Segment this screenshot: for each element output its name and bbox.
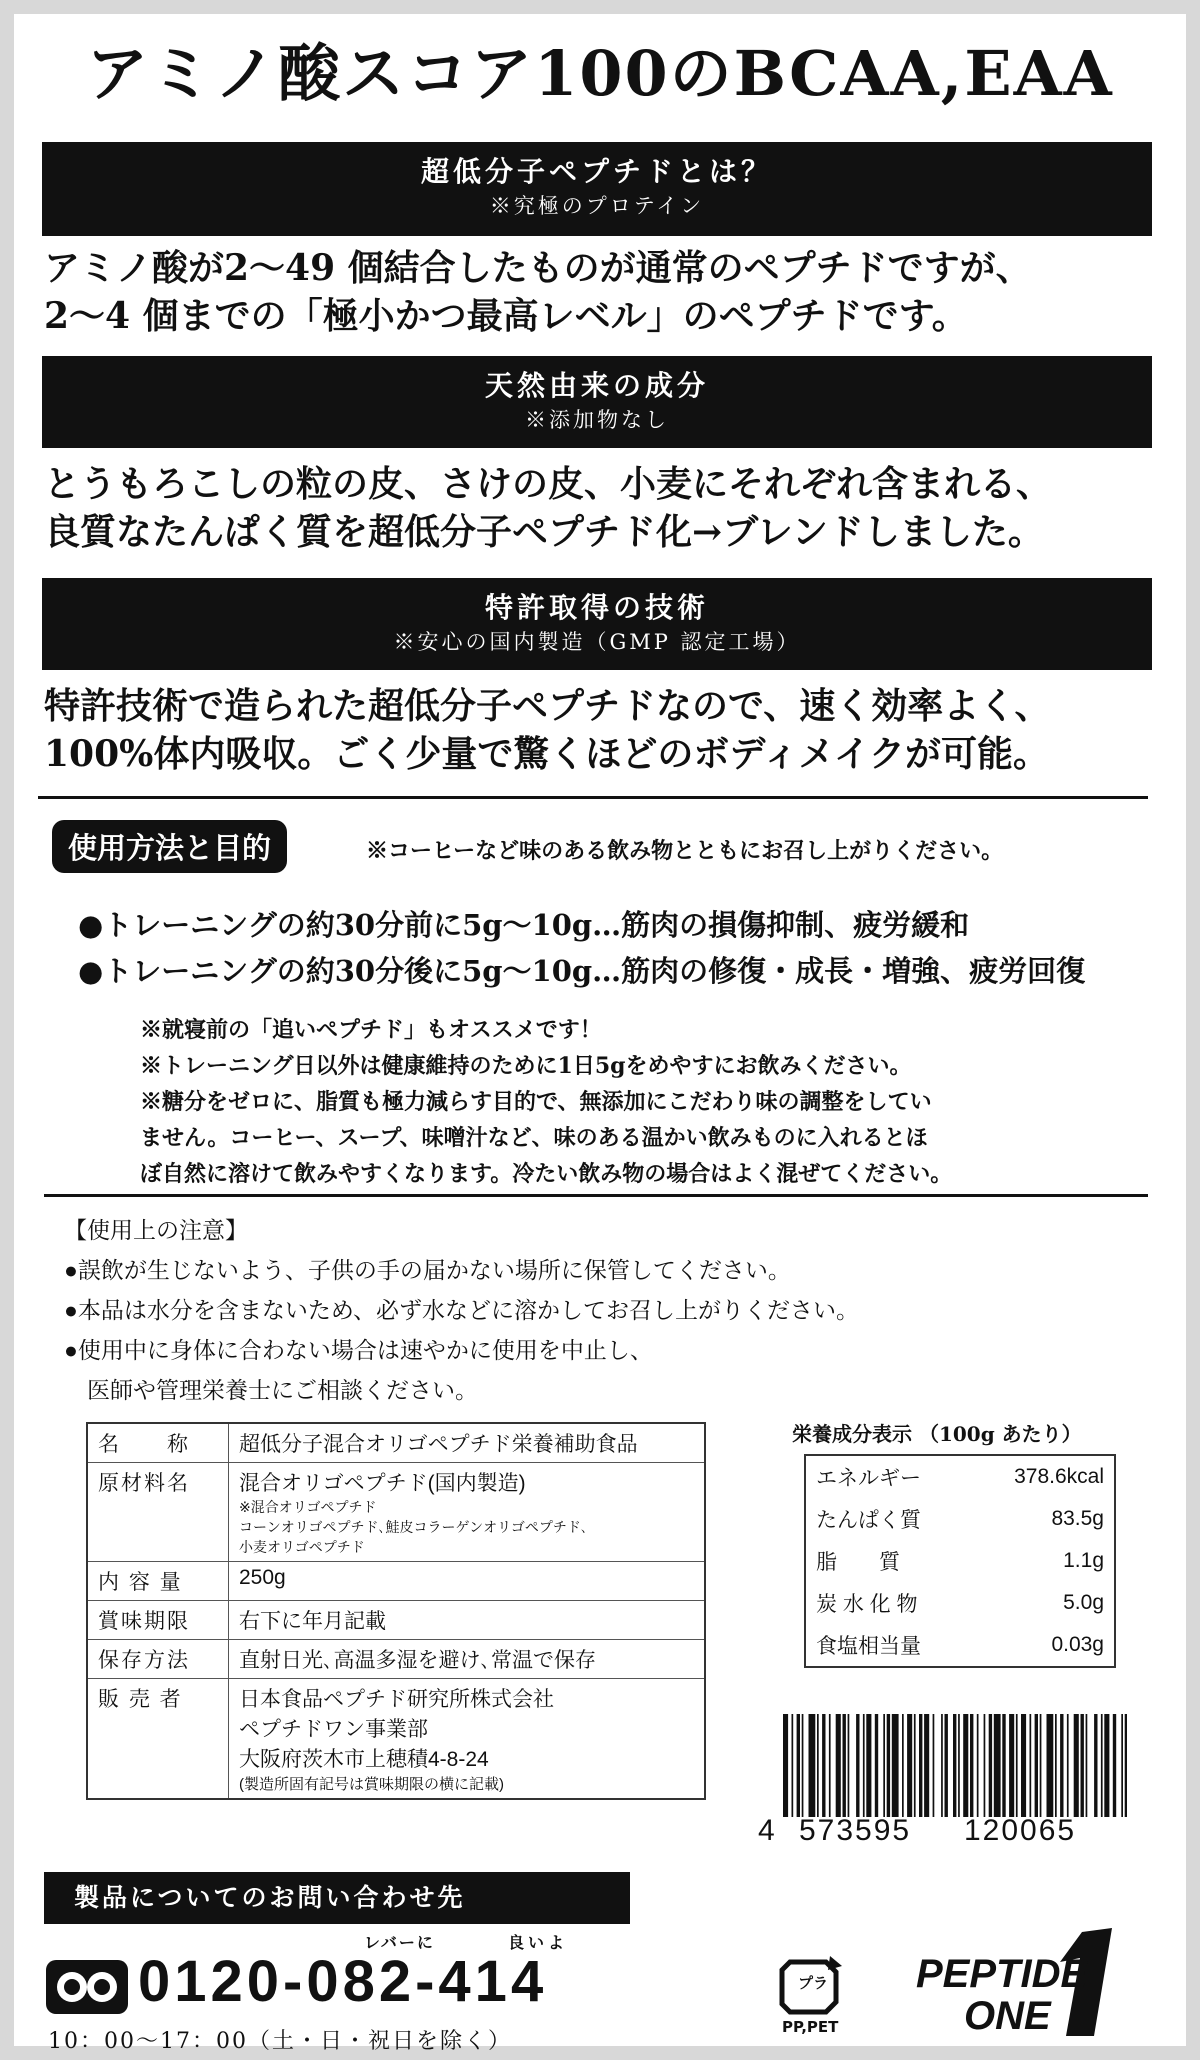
barcode-stripe	[945, 1714, 948, 1817]
barcode-stripe	[875, 1714, 878, 1817]
table-row	[87, 1423, 705, 1463]
nutrient-name: たんぱく質	[816, 1509, 921, 1532]
phone-ruby-1: レバーに	[364, 1933, 435, 1952]
section-text-natural	[44, 460, 1164, 556]
barcode-stripe	[984, 1714, 986, 1817]
barcode-stripe	[963, 1714, 968, 1817]
note-line: ません。コーヒー、スープ、味噌汁など、味のある温かい飲みものに入れるとほ	[140, 1125, 928, 1151]
barcode-stripe	[1113, 1714, 1116, 1817]
table-value: 右下に年月記載	[229, 1601, 706, 1640]
note-line: ※トレーニング日以外は健康維持のために1日5gをめやすにお飲みください。	[140, 1053, 912, 1079]
section-text-peptide	[44, 244, 1164, 340]
barcode-stripe	[883, 1714, 885, 1817]
barcode-stripe	[941, 1714, 943, 1817]
nutrient-value: 378.6kcal	[1014, 1465, 1104, 1488]
phone-number[interactable]: 0120-082-414	[138, 1949, 548, 2014]
freedial-icon	[44, 1958, 130, 2016]
barcode-stripe	[802, 1714, 804, 1817]
table-row	[87, 1601, 705, 1640]
table-row	[87, 1640, 705, 1679]
nutrition-title: 栄養成分表示 （100g あたり）	[792, 1422, 1082, 1446]
barcode-stripe	[1074, 1714, 1079, 1817]
product-info-table	[86, 1422, 706, 1800]
peptide-one-logo	[904, 1928, 1144, 2040]
usage-note: ※コーヒーなど味のある飲み物とともにお召し上がりください。	[366, 838, 1004, 864]
barcode-stripe	[1009, 1714, 1014, 1817]
table-row	[805, 1582, 1115, 1624]
caution-block	[64, 1210, 1144, 1410]
table-value: 直射日光､高温多湿を避け､常温で保存	[229, 1640, 706, 1679]
barcode-stripe	[887, 1714, 890, 1817]
nutrient-value: 1.1g	[1063, 1549, 1104, 1572]
barcode-stripe	[1086, 1714, 1088, 1817]
barcode-stripe	[914, 1714, 916, 1817]
recycle-material: PP,PET	[782, 2018, 839, 2036]
barcode-stripe	[977, 1714, 979, 1817]
barcode-stripe	[953, 1714, 956, 1817]
text-line: アミノ酸が2～49 個結合したものが通常のペプチドですが、	[44, 247, 1032, 289]
table-row	[805, 1455, 1115, 1498]
table-key: 名 称	[87, 1423, 229, 1463]
barcode-stripe	[866, 1714, 871, 1817]
business-hours: 10：00～17：00（土・日・祝日を除く）	[48, 2029, 512, 2054]
seller-line: ペプチドワン事業部	[239, 1718, 428, 1741]
section-subheading: ※究極のプロテイン	[489, 194, 705, 218]
table-key: 原材料名	[87, 1463, 229, 1562]
table-row	[87, 1679, 705, 1800]
plastic-recycle-icon	[778, 1954, 852, 2018]
text-line: 100%体内吸収。ごく少量で驚くほどのボディメイクが可能。	[44, 733, 1050, 775]
nutrient-name: 食塩相当量	[816, 1635, 921, 1658]
nutrient-value: 83.5g	[1051, 1507, 1104, 1530]
barcode-stripe	[1021, 1714, 1026, 1817]
barcode-stripe	[1060, 1714, 1063, 1817]
table-row	[87, 1562, 705, 1601]
ingredient-main: 混合オリゴペプチド(国内製造)	[239, 1472, 526, 1495]
table-key: 内 容 量	[87, 1562, 229, 1601]
barcode-left-digits: 573595	[799, 1814, 912, 1847]
caution-line: ●誤飲が生じないよう、子供の手の届かない場所に保管してください。	[64, 1257, 791, 1283]
ingredient-detail: ※混合オリゴペプチド	[239, 1499, 377, 1515]
section-heading: 特許取得の技術	[484, 591, 709, 624]
plastic-mark-text: プラ	[798, 1974, 829, 1992]
text-line: 良質なたんぱく質を超低分子ペプチド化→ブレンドしました。	[44, 511, 1044, 553]
note-line: ぼ自然に溶けて飲みやすくなります。冷たい飲み物の場合はよく混ぜてください。	[140, 1161, 953, 1187]
barcode-stripe	[958, 1714, 960, 1817]
barcode-stripe	[848, 1714, 850, 1817]
section-banner-peptide	[42, 142, 1152, 236]
barcode-stripe	[822, 1714, 825, 1817]
usage-notes	[140, 1012, 1140, 1192]
barcode-stripe	[797, 1714, 800, 1817]
table-key: 賞味期限	[87, 1601, 229, 1640]
divider	[38, 796, 1148, 799]
barcode-stripe	[783, 1714, 788, 1817]
barcode-stripe	[1094, 1714, 1097, 1817]
table-row	[805, 1624, 1115, 1667]
barcode-stripe	[1104, 1714, 1109, 1817]
barcode-stripe	[892, 1714, 899, 1817]
table-value	[229, 1463, 706, 1562]
table-key: 保存方法	[87, 1640, 229, 1679]
barcode-stripe	[809, 1714, 816, 1817]
barcode-stripe	[843, 1714, 846, 1817]
barcode-stripe	[924, 1714, 929, 1817]
barcode-stripe	[1081, 1714, 1084, 1817]
barcode-stripe	[970, 1714, 973, 1817]
barcode-stripe	[1067, 1714, 1069, 1817]
barcode-stripe	[919, 1714, 922, 1817]
barcode-stripe	[902, 1714, 904, 1817]
logo-line-1: PEPTIDE	[916, 1952, 1088, 1996]
barcode-stripe	[829, 1714, 831, 1817]
caution-line: 医師や管理栄養士にご相談ください。	[64, 1377, 478, 1403]
section-subheading: ※添加物なし	[525, 408, 669, 432]
package-back-label	[14, 14, 1186, 2054]
barcode-stripe	[933, 1714, 935, 1817]
note-line: ※糖分をゼロに、脂質も極力減らす目的で、無添加にこだわり味の調整をしてい	[140, 1089, 932, 1115]
barcode-stripe	[1002, 1714, 1005, 1817]
caution-title: 【使用上の注意】	[64, 1217, 248, 1243]
section-banner-natural	[42, 356, 1152, 448]
usage-label: 使用方法と目的	[52, 820, 287, 873]
list-item: ●トレーニングの約30分前に5g～10g…筋肉の損傷抑制、疲労緩和	[78, 908, 970, 942]
section-heading: 天然由来の成分	[484, 369, 709, 402]
usage-bullets	[78, 902, 1158, 994]
table-row	[87, 1463, 705, 1562]
nutrient-name: エネルギー	[816, 1467, 921, 1490]
table-key: 販 売 者	[87, 1679, 229, 1800]
phone-ruby-2: 良いよ	[508, 1933, 569, 1952]
barcode-stripe	[836, 1714, 841, 1817]
seller-line: 日本食品ペプチド研究所株式会社	[239, 1688, 554, 1711]
page-title: アミノ酸スコア100のBCAA,EAA	[86, 37, 1114, 110]
barcode-stripe	[994, 1714, 1001, 1817]
section-subheading: ※安心の国内製造（GMP 認定工場）	[393, 630, 801, 654]
barcode-stripe	[1055, 1714, 1057, 1817]
barcode-stripe	[1040, 1714, 1042, 1817]
table-row	[805, 1540, 1115, 1582]
barcode-stripe	[817, 1714, 819, 1817]
nutrient-name: 脂 質	[816, 1551, 900, 1574]
table-value	[229, 1679, 706, 1800]
table-value: 超低分子混合オリゴペプチド栄養補助食品	[229, 1423, 706, 1463]
nutrient-value: 5.0g	[1063, 1591, 1104, 1614]
nutrient-name: 炭 水 化 物	[816, 1593, 918, 1616]
table-row	[805, 1498, 1115, 1540]
table-value: 250g	[229, 1562, 706, 1601]
logo-line-2: ONE	[964, 1994, 1051, 2038]
barcode	[781, 1714, 1127, 1817]
section-heading: 超低分子ペプチドとは？	[420, 155, 773, 188]
barcode-stripe	[1101, 1714, 1103, 1817]
barcode-stripe	[989, 1714, 992, 1817]
barcode-stripe	[1047, 1714, 1054, 1817]
caution-line: ●使用中に身体に合わない場合は速やかに使用を中止し、	[64, 1337, 653, 1363]
seller-note: (製造所固有記号は賞味期限の横に記載)	[239, 1776, 504, 1793]
nutrient-value: 0.03g	[1051, 1633, 1104, 1656]
text-line: とうもろこしの粒の皮、さけの皮、小麦にそれぞれ含まれる、	[44, 463, 1053, 505]
barcode-stripe	[792, 1714, 794, 1817]
section-text-patent	[44, 682, 1164, 778]
ingredient-detail: 小麦オリゴペプチド	[239, 1539, 365, 1555]
barcode-stripe	[1030, 1714, 1032, 1817]
barcode-stripe	[863, 1714, 865, 1817]
ingredient-detail: コーンオリゴペプチド､鮭皮コラーゲンオリゴペプチド､	[239, 1519, 588, 1535]
list-item: ●トレーニングの約30分後に5g～10g…筋肉の修復・成長・増強、疲労回復	[78, 954, 1086, 988]
barcode-stripe	[1016, 1714, 1018, 1817]
barcode-stripe	[1121, 1714, 1123, 1817]
note-line: ※就寝前の「追いペプチド」もオススメです！	[140, 1017, 602, 1043]
barcode-first-digit: 4	[758, 1814, 777, 1847]
barcode-stripe	[1035, 1714, 1038, 1817]
divider	[44, 1194, 1148, 1197]
barcode-stripe	[856, 1714, 859, 1817]
text-line: 2～4 個までの「極小かつ最高レベル」のペプチドです。	[44, 295, 968, 337]
barcode-stripe	[1125, 1714, 1127, 1817]
text-line: 特許技術で造られた超低分子ペプチドなので、速く効率よく、	[44, 685, 1051, 727]
section-banner-patent	[42, 578, 1152, 670]
contact-label: 製品についてのお問い合わせ先	[44, 1872, 630, 1924]
nutrition-table	[804, 1454, 1116, 1668]
seller-line: 大阪府茨木市上穂積4-8-24	[239, 1748, 489, 1771]
barcode-stripe	[907, 1714, 912, 1817]
caution-line: ●本品は水分を含まないため、必ず水などに溶かしてお召し上がりください。	[64, 1297, 859, 1323]
barcode-right-digits: 120065	[964, 1814, 1077, 1847]
